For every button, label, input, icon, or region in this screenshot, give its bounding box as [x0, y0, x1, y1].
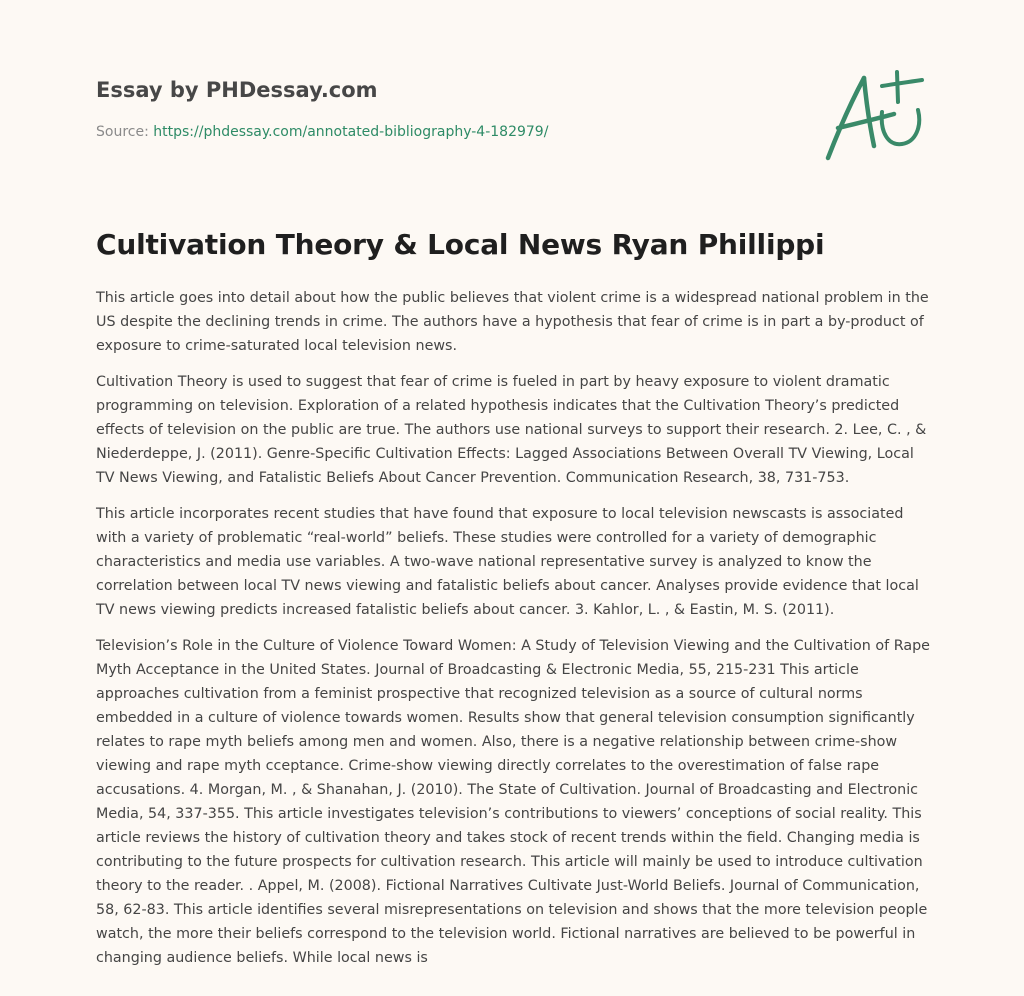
essay-body: [96, 286, 930, 982]
essay-paragraph: Television’s Role in the Culture of Violence Toward Women: A Study of Television Viewing and the Cultivation of Rape Myth Acceptance in the United States. Journal of Broadcasting & Electronic Media, 55, 215-231 This article approaches cultivation from a feminist prospective that recognized television as a source of cultural norms embedded in a culture of violence towards women. Results show that general television consumption significantly relates to rape myth beliefs among men and women. Also, there is a negative relationship between crime-show viewing and rape myth cceptance. Crime-show viewing directly correlates to the overestimation of false rape accusations. 4. Morgan, M. , & Shanahan, J. (2010). The State of Cultivation. Journal of Broadcasting and Electronic Media, 54, 337-355. This article investigates television’s contributions to viewers’ conceptions of social reality. This article reviews the history of cultivation theory and takes stock of recent trends within the field. Changing media is contributing to the future prospects for cultivation research. This article will mainly be used to introduce cultivation theory to the reader. . Appel, M. (2008). Fictional Narratives Cultivate Just-World Beliefs. Journal of Communication, 58, 62-83. This article identifies several misrepresentations on television and shows that the more television people watch, the more their beliefs correspond to the television world. Fictional narratives are believed to be powerful in changing audience beliefs. While local news is: [96, 638, 930, 966]
essay-title: Cultivation Theory & Local News Ryan Phillippi: [96, 228, 825, 261]
source-link[interactable]: https://phdessay.com/annotated-bibliography-4-182979/: [153, 124, 549, 140]
source-line: [96, 124, 548, 140]
source-label: Source:: [96, 124, 154, 140]
a-plus-logo-icon: [820, 66, 926, 164]
essay-paragraph: Cultivation Theory is used to suggest that fear of crime is fueled in part by heavy exposure to violent dramatic programming on television. Exploration of a related hypothesis indicates that the Cultivation Theory’s predicted effects of television on the public are true. The authors use national surveys to support their research. 2. Lee, C. , & Niederdeppe, J. (2011). Genre-Specific Cultivation Effects: Lagged Associations Between Overall TV Viewing, Local TV News Viewing, and Fatalistic Beliefs About Cancer Prevention. Communication Research, 38, 731-753.: [96, 374, 927, 486]
site-title: Essay by PHDessay.com: [96, 78, 378, 102]
essay-paragraph: This article incorporates recent studies that have found that exposure to local television newscasts is associated with a variety of problematic “real-world” beliefs. These studies were controlled for a variety of demographic characteristics and media use variables. A two-wave national representative survey is analyzed to know the correlation between local TV news viewing and fatalistic beliefs about cancer. Analyses provide evidence that local TV news viewing predicts increased fatalistic beliefs about cancer. 3. Kahlor, L. , & Eastin, M. S. (2011).: [96, 506, 919, 618]
essay-paragraph: This article goes into detail about how the public believes that violent crime is a widespread national problem in the US despite the declining trends in crime. The authors have a hypothesis that fear of crime is in part a by-product of exposure to crime-saturated local television news.: [96, 290, 929, 354]
